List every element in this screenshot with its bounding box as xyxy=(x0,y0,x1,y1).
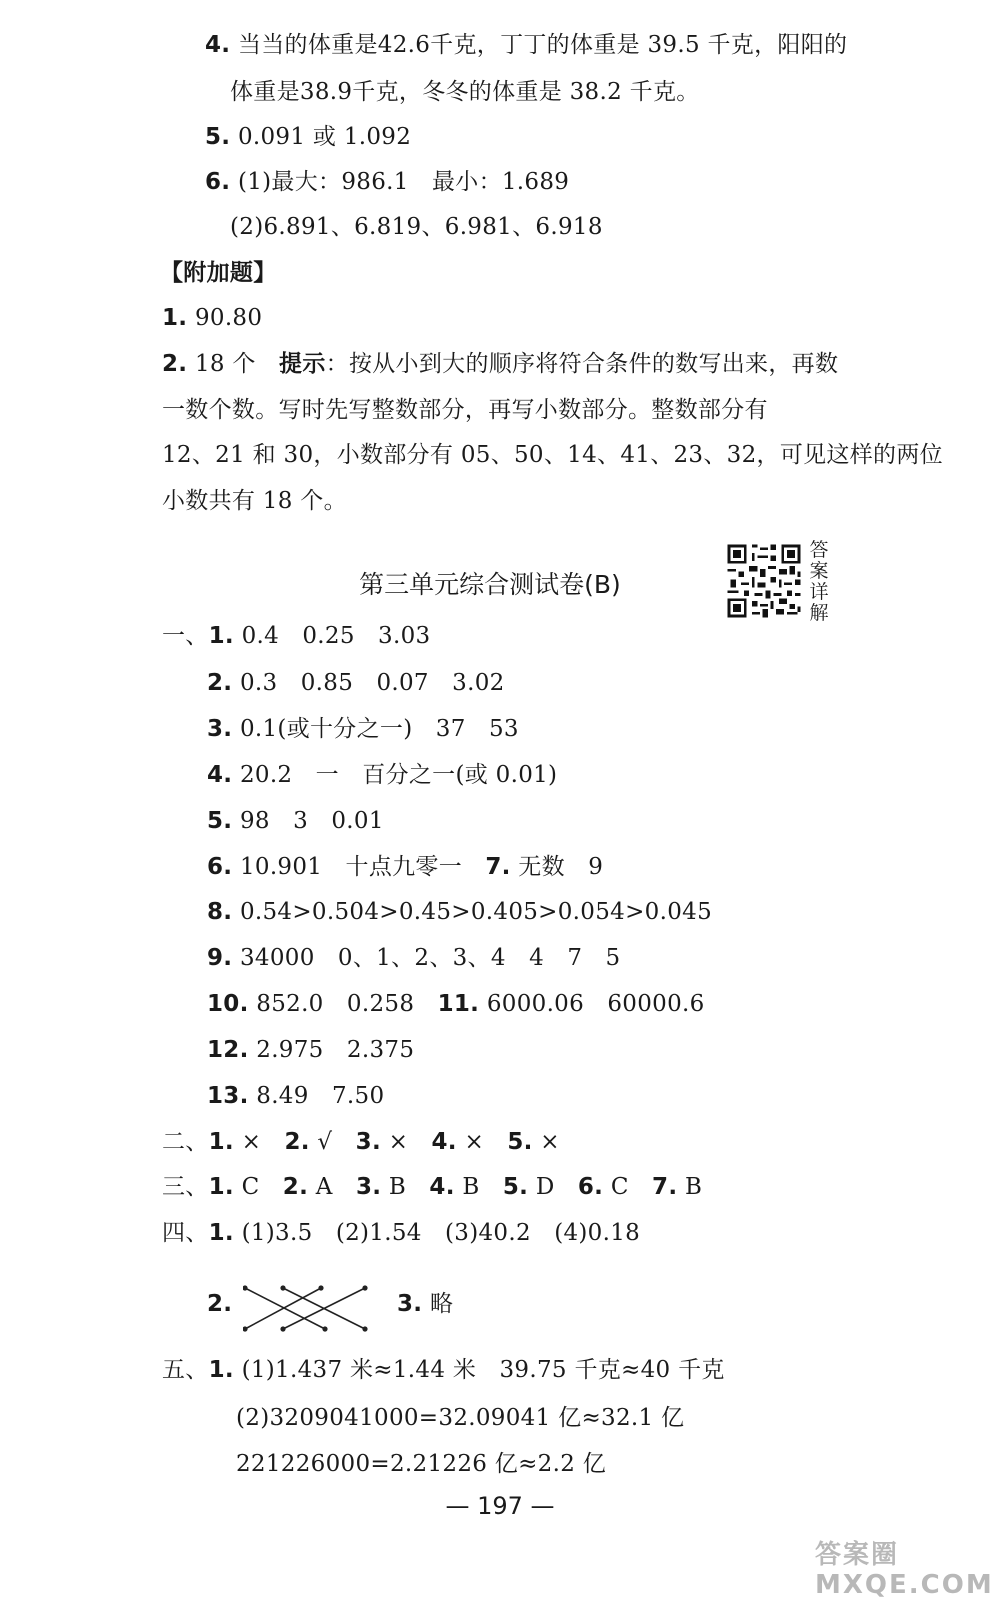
answer-5-1-part2: (2)3209041000=32.09041 亿≈32.1 亿 xyxy=(236,1405,685,1431)
answer-5-1: 五、1. (1)1.437 米≈1.44 米 39.75 千克≈40 千克 xyxy=(162,1357,725,1383)
answer-1-1: 一、1. 0.4 0.25 3.03 xyxy=(162,623,431,649)
line-5: 5. 0.091 或 1.092 xyxy=(205,124,412,150)
answer-1-9: 9. 34000 0、1、2、3、4 4 7 5 xyxy=(207,945,621,971)
qr-code-icon[interactable] xyxy=(725,542,803,620)
answer-1-10-11: 10. 852.0 0.258 11. 6000.06 60000.6 xyxy=(207,991,705,1017)
extra-2-cont-3: 小数共有 18 个。 xyxy=(162,488,347,514)
watermark: 答案圈 MXQE.COM xyxy=(815,1540,994,1600)
answer-4-3: 3. 略 xyxy=(397,1291,454,1317)
answer-4-1: 四、1. (1)3.5 (2)1.54 (3)40.2 (4)0.18 xyxy=(162,1220,641,1246)
extra-2-cont-2: 12、21 和 30，小数部分有 05、50、14、41、23、32，可见这样的两位 xyxy=(162,442,943,468)
answer-1-3: 3. 0.1(或十分之一) 37 53 xyxy=(207,716,519,742)
qr-caption: 答案详解 xyxy=(809,539,829,624)
answer-5-1-part3: 221226000=2.21226 亿≈2.2 亿 xyxy=(236,1451,607,1477)
answer-1-5: 5. 98 3 0.01 xyxy=(207,808,384,834)
extra-heading: 【附加题】 xyxy=(160,260,277,286)
answer-2: 二、1. × 2. √ 3. × 4. × 5. × xyxy=(162,1129,560,1155)
page-number: — 197 — xyxy=(445,1492,555,1520)
answer-1-13: 13. 8.49 7.50 xyxy=(207,1083,385,1109)
answer-3: 三、1. C 2. A 3. B 4. B 5. D 6. C 7. B xyxy=(162,1174,703,1200)
extra-2-cont-1: 一数个数。写时先写整数部分，再写小数部分。整数部分有 xyxy=(162,397,768,423)
matching-lines-diagram xyxy=(243,1284,373,1334)
line-4: 4. 当当的体重是42.6千克，丁丁的体重是 39.5 千克，阳阳的 xyxy=(205,32,848,58)
line-6: 6. (1)最大：986.1 最小：1.689 xyxy=(205,169,570,195)
answer-1-4: 4. 20.2 一 百分之一(或 0.01) xyxy=(207,762,558,788)
answer-1-12: 12. 2.975 2.375 xyxy=(207,1037,415,1063)
extra-1: 1. 90.80 xyxy=(162,305,263,331)
line-6-part2: (2)6.891、6.819、6.981、6.918 xyxy=(230,214,603,240)
answer-1-2: 2. 0.3 0.85 0.07 3.02 xyxy=(207,670,505,696)
line-4-cont: 体重是38.9千克，冬冬的体重是 38.2 千克。 xyxy=(230,79,700,105)
extra-2: 2. 18 个 提示：按从小到大的顺序将符合条件的数写出来，再数 xyxy=(162,351,839,377)
answer-1-8: 8. 0.54>0.504>0.45>0.405>0.054>0.045 xyxy=(207,899,713,925)
section-title: 第三单元综合测试卷(B) xyxy=(359,570,621,599)
answer-1-6-7: 6. 10.901 十点九零一 7. 无数 9 xyxy=(207,854,604,880)
answer-4-2-label: 2. xyxy=(207,1291,233,1317)
